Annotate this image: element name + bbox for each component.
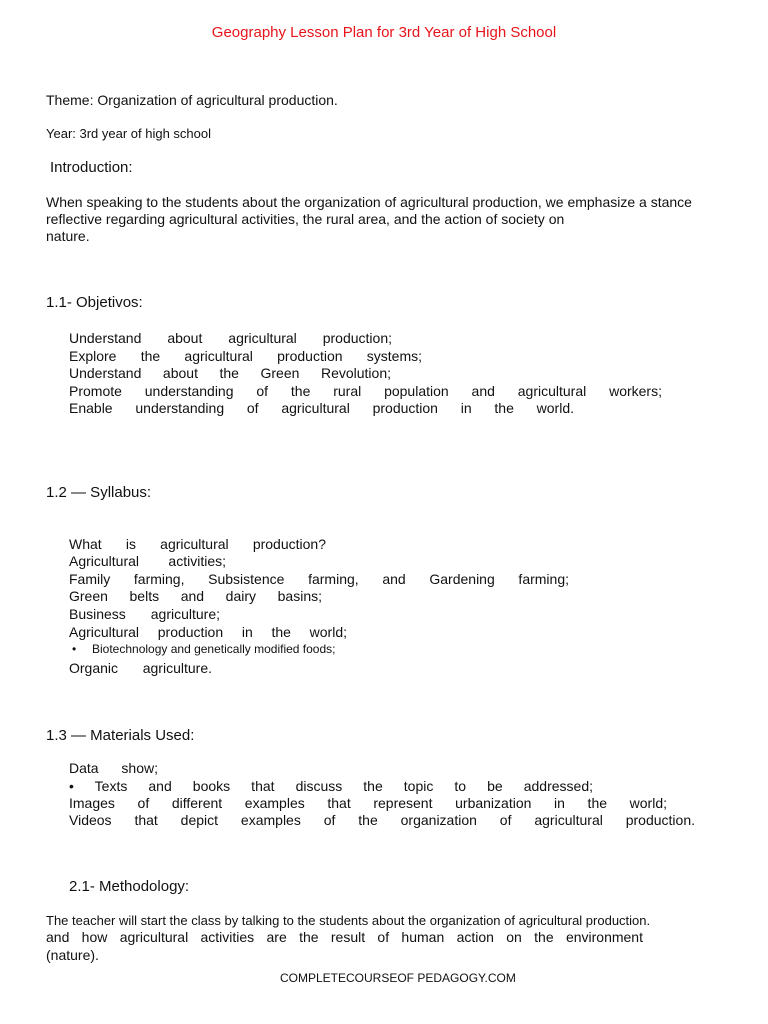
materials-item: • Texts and books that discuss the topic to be addressed; (69, 778, 593, 794)
methodology-heading: 2.1- Methodology: (69, 878, 190, 895)
syllabus-item: Agricultural activities; (69, 553, 226, 569)
syllabus-item: Family farming, Subsistence farming, and Gardening farming; (69, 571, 569, 587)
materials-item: Images of different examples that represent urbanization in the world; (69, 795, 667, 811)
document-title: Geography Lesson Plan for 3rd Year of High School (211, 24, 557, 41)
materials-item: Data show; (69, 760, 158, 776)
methodology-line-2: and how agricultural activities are the result of human action on the environment (46, 929, 643, 945)
materials-heading: 1.3 — Materials Used: (46, 727, 195, 744)
year-line: Year: 3rd year of high school (46, 126, 212, 141)
objective-item: Understand about agricultural production; (69, 330, 392, 346)
bullet-icon: • (72, 642, 77, 656)
syllabus-item: Organic agriculture. (69, 660, 212, 676)
objective-item: Promote understanding of the rural population and agricultural workers; (69, 383, 662, 399)
intro-line-2: reflective regarding agricultural activities, the rural area, and the action of society on (46, 211, 565, 227)
methodology-line-3: (nature). (46, 947, 99, 963)
syllabus-item: Agricultural production in the world; (69, 624, 347, 640)
theme-line: Theme: Organization of agricultural production. (46, 92, 338, 108)
intro-line-3: nature. (46, 228, 90, 244)
syllabus-heading: 1.2 — Syllabus: (46, 484, 152, 501)
page-footer: COMPLETECOURSEOF PEDAGOGY.COM (280, 971, 516, 985)
syllabus-item: Business agriculture; (69, 606, 220, 622)
objective-item: Enable understanding of agricultural production in the world. (69, 400, 574, 416)
objective-item: Explore the agricultural production systems; (69, 348, 422, 364)
materials-item: Videos that depict examples of the organization of agricultural production. (69, 812, 695, 828)
introduction-heading: Introduction: (50, 159, 133, 176)
objectives-heading: 1.1- Objetivos: (46, 294, 143, 311)
methodology-line-1: The teacher will start the class by talking to the students about the organization of agricultural production. (46, 913, 651, 928)
intro-line-1: When speaking to the students about the organization of agricultural production, we emphasize a stance (46, 194, 692, 210)
syllabus-item: Green belts and dairy basins; (69, 588, 322, 604)
objective-item: Understand about the Green Revolution; (69, 365, 391, 381)
syllabus-item: Biotechnology and genetically modified foods; (92, 642, 336, 656)
syllabus-item: What is agricultural production? (69, 536, 326, 552)
